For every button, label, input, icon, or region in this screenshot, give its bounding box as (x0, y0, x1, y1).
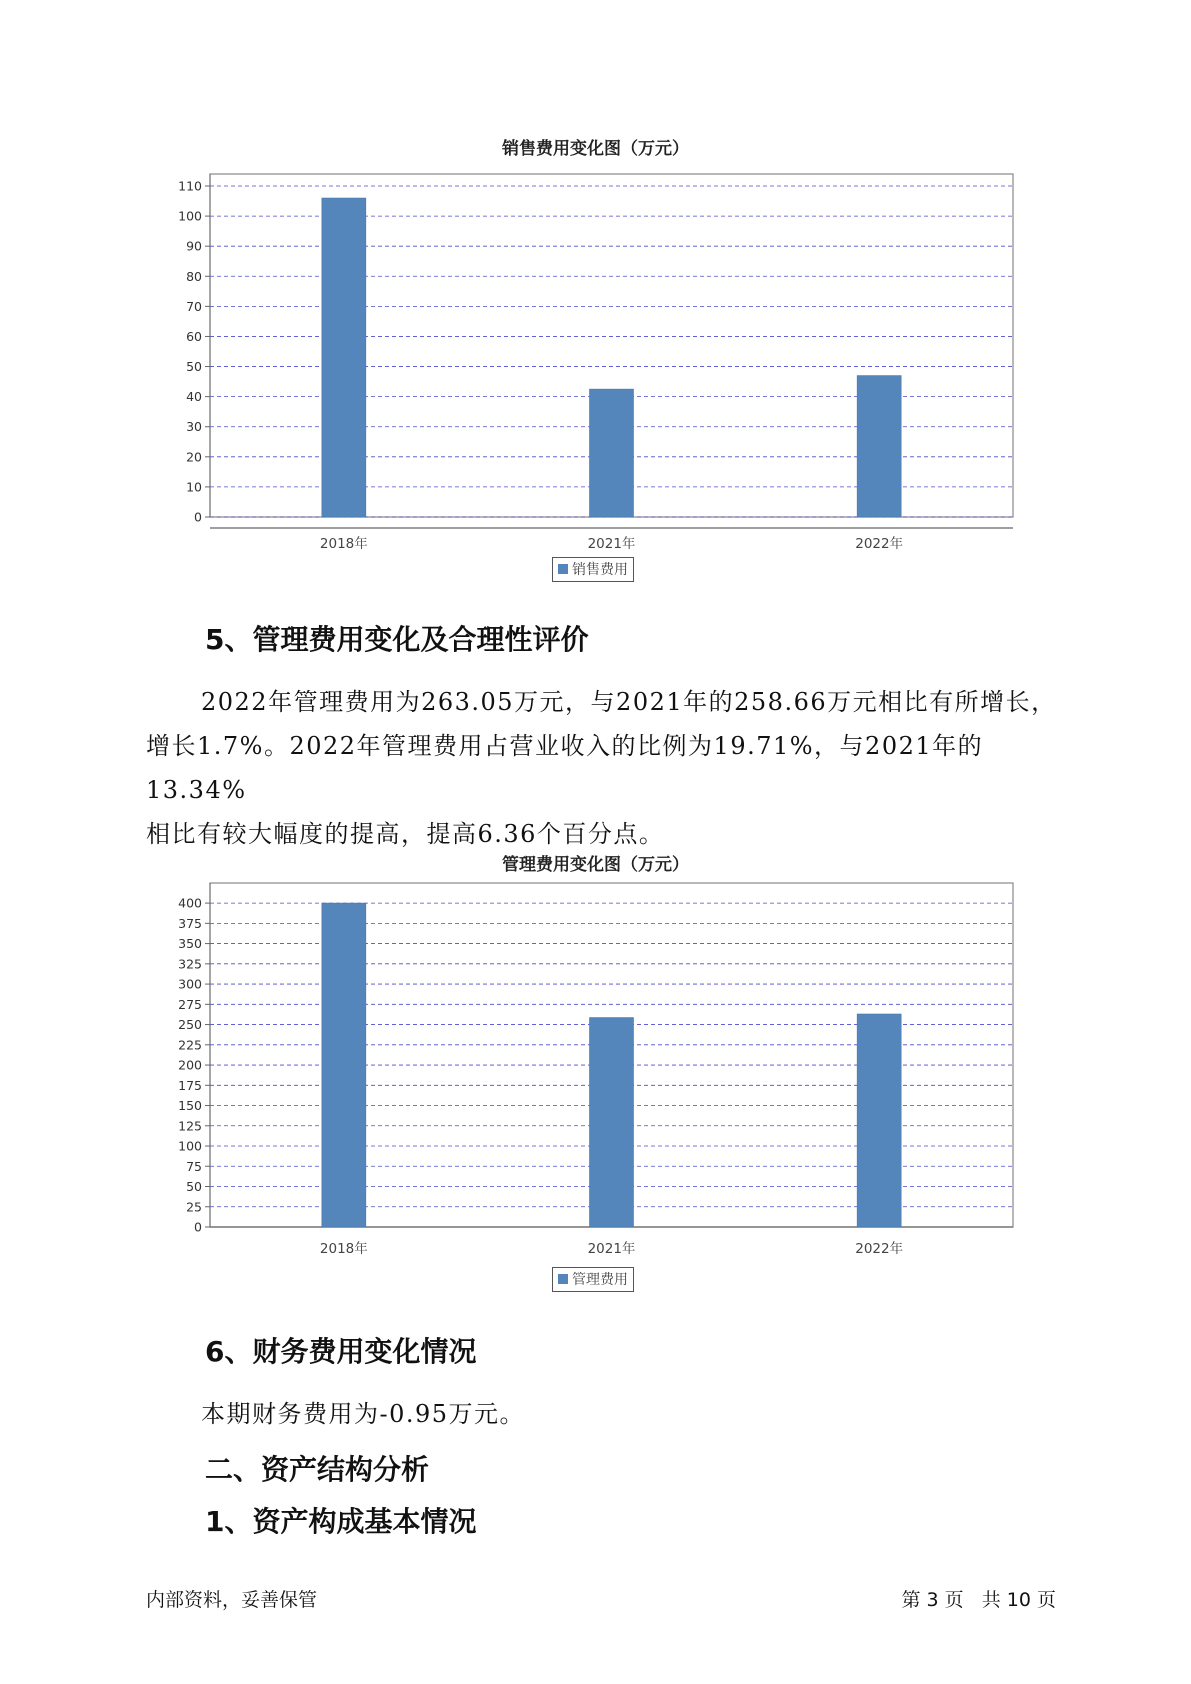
y-tick-label: 50 (186, 359, 202, 375)
y-tick-label: 125 (178, 1118, 202, 1134)
x-tick-label: 2021年 (587, 536, 636, 552)
paragraph-line: 相比有较大幅度的提高，提高6.36个百分点。 (146, 820, 665, 848)
x-tick-label: 2022年 (855, 536, 904, 552)
legend-swatch (558, 1274, 568, 1284)
y-tick-label: 25 (186, 1199, 202, 1215)
y-tick-label: 0 (194, 509, 202, 525)
admin-chart-legend (552, 1267, 634, 1292)
sales-chart-legend (552, 557, 634, 582)
y-tick-label: 40 (186, 389, 202, 405)
bar-2022年 (857, 376, 901, 517)
y-tick-label: 375 (178, 915, 202, 931)
y-tick-label: 150 (178, 1098, 202, 1114)
section-6-paragraph (146, 1392, 1066, 1436)
part-2-1-heading: 1、资产构成基本情况 (205, 1505, 477, 1538)
y-tick-label: 110 (178, 178, 202, 194)
legend-label: 管理费用 (572, 1272, 628, 1288)
y-tick-label: 300 (178, 976, 202, 992)
y-tick-label: 100 (178, 208, 202, 224)
y-tick-label: 10 (186, 479, 202, 495)
paragraph-line: 本期财务费用为-0.95万元。 (201, 1400, 526, 1428)
x-tick-label: 2018年 (319, 536, 368, 552)
admin-expense-chart (0, 875, 1191, 1275)
bar-2021年 (590, 1018, 634, 1227)
section-5-heading: 5、管理费用变化及合理性评价 (205, 623, 589, 656)
y-tick-label: 80 (186, 268, 202, 284)
bar-2018年 (322, 198, 366, 517)
section-6-heading: 6、财务费用变化情况 (205, 1335, 477, 1368)
x-tick-label: 2021年 (587, 1241, 636, 1257)
y-tick-label: 70 (186, 298, 202, 314)
paragraph-line: 2022年管理费用为263.05万元，与2021年的258.66万元相比有所增长， (201, 688, 1057, 716)
y-tick-label: 325 (178, 956, 202, 972)
y-tick-label: 0 (194, 1219, 202, 1235)
y-tick-label: 225 (178, 1037, 202, 1053)
y-tick-label: 175 (178, 1077, 202, 1093)
y-tick-label: 75 (186, 1158, 202, 1174)
x-tick-label: 2018年 (319, 1241, 368, 1257)
y-tick-label: 50 (186, 1179, 202, 1195)
sales-chart-title: 销售费用变化图（万元） (502, 139, 689, 159)
bar-2018年 (322, 903, 366, 1227)
section-5-paragraph (146, 680, 1066, 856)
y-tick-label: 20 (186, 449, 202, 465)
y-tick-label: 400 (178, 895, 202, 911)
x-tick-label: 2022年 (855, 1241, 904, 1257)
footer-confidential-note: 内部资料，妥善保管 (146, 1589, 318, 1611)
y-tick-label: 30 (186, 419, 202, 435)
y-tick-label: 275 (178, 996, 202, 1012)
y-tick-label: 200 (178, 1057, 202, 1073)
admin-chart-title: 管理费用变化图（万元） (502, 855, 689, 875)
y-tick-label: 90 (186, 238, 202, 254)
y-tick-label: 250 (178, 1017, 202, 1033)
sales-expense-chart (0, 160, 1191, 560)
y-tick-label: 350 (178, 936, 202, 952)
bar-2021年 (590, 389, 634, 517)
y-tick-label: 60 (186, 328, 202, 344)
paragraph-line: 增长1.7%。2022年管理费用占营业收入的比例为19.71%，与2021年的13.34% (146, 732, 984, 804)
footer-page-number: 第 3 页 共 10 页 (901, 1589, 1056, 1611)
legend-label: 销售费用 (572, 562, 628, 578)
part-2-heading: 二、资产结构分析 (205, 1453, 430, 1486)
y-tick-label: 100 (178, 1138, 202, 1154)
legend-swatch (558, 564, 568, 574)
bar-2022年 (857, 1014, 901, 1227)
